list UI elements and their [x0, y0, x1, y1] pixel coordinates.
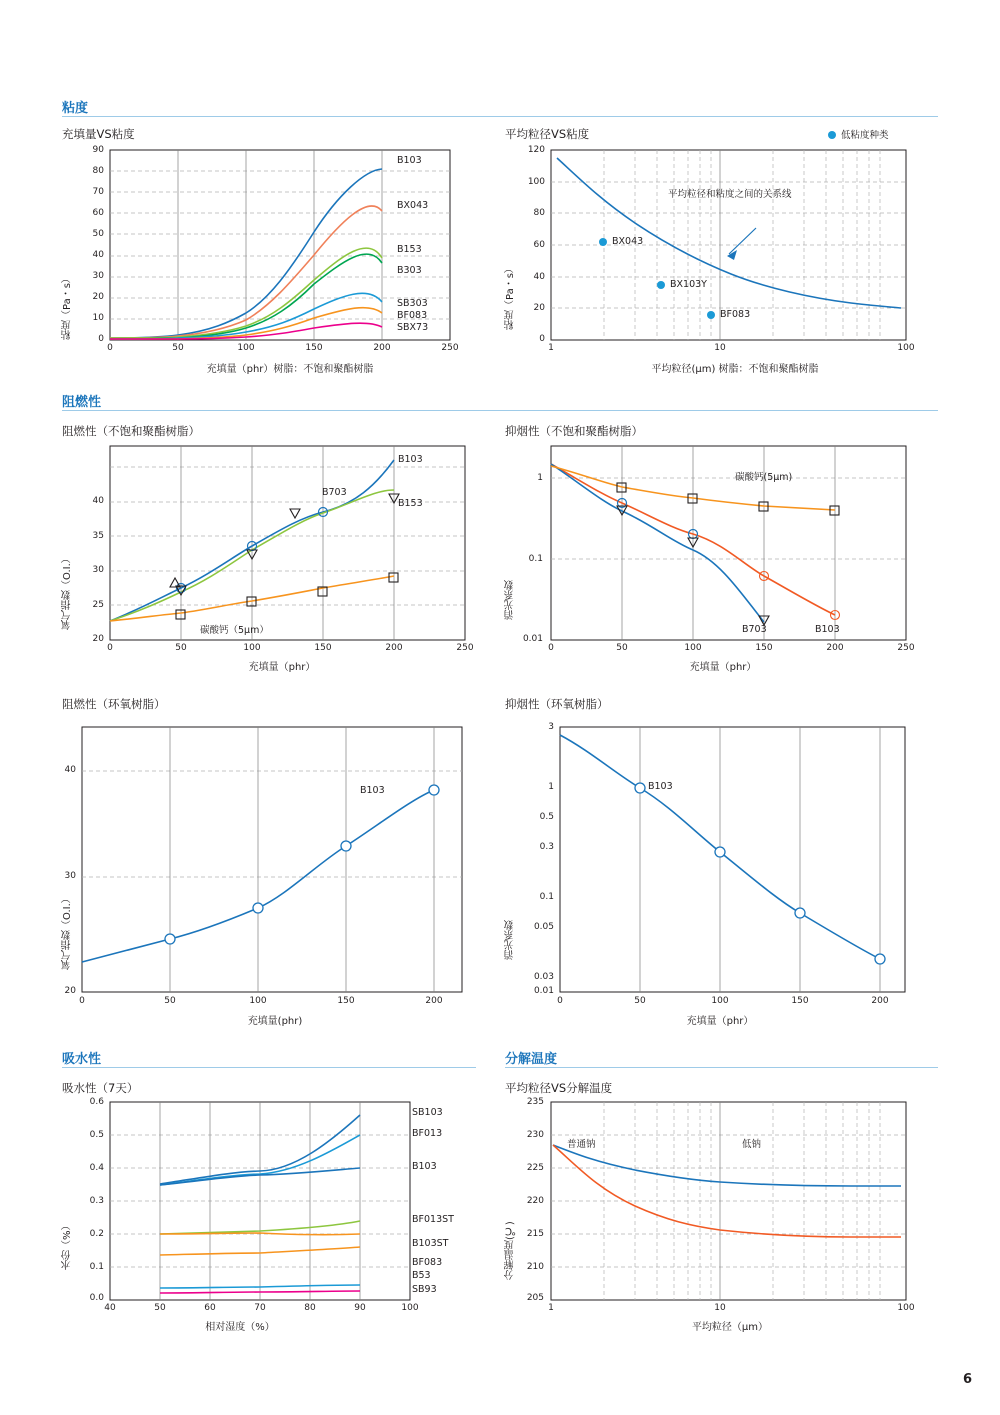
ytick: 0.3 [539, 842, 554, 852]
ytick: 40 [64, 765, 76, 775]
series-label-b703: B703 [322, 487, 347, 498]
xtick: 100 [249, 996, 267, 1006]
xlabel-smoke-epoxy: 充填量（phr） [686, 1016, 754, 1027]
legend-label-low-viscosity: 低粘度种类 [841, 130, 889, 141]
ytick: 215 [526, 1229, 544, 1239]
xtick: 250 [441, 343, 459, 353]
page-number: 6 [962, 1372, 972, 1387]
ytick: 0.05 [533, 922, 554, 932]
ytick: 10 [92, 313, 104, 323]
xtick: 1 [548, 1303, 554, 1313]
xtick: 60 [204, 1303, 216, 1313]
xtick: 150 [791, 996, 809, 1006]
plot-flame-epoxy [82, 727, 462, 992]
series-label: SB303 [397, 298, 428, 309]
chart-title-flame-polyester: 阻燃性（不饱和聚酯树脂） [62, 424, 200, 438]
xtick: 200 [373, 343, 391, 353]
ytick: 220 [526, 1196, 544, 1206]
ytick: 0.1 [89, 1262, 104, 1272]
xtick: 50 [154, 1303, 166, 1313]
chart-title-decomp: 平均粒径VS分解温度 [505, 1081, 613, 1095]
ytick: 40 [92, 496, 104, 506]
series-label: SB103 [412, 1107, 443, 1118]
xtick: 200 [385, 643, 403, 653]
ytick: 30 [64, 871, 76, 881]
xtick: 1 [548, 343, 554, 353]
plot-flame-polyester [110, 446, 465, 640]
ytick: 30 [92, 565, 104, 575]
xtick: 200 [425, 996, 443, 1006]
xtick: 250 [897, 643, 915, 653]
ylabel-smoke-epoxy: 消光系数 [505, 920, 516, 960]
xtick: 90 [354, 1303, 366, 1313]
point-label-bx103y: BX103Y [670, 279, 707, 290]
series-label: SB93 [412, 1284, 437, 1295]
chart-title-size-vs-viscosity: 平均粒径VS粘度 [505, 127, 590, 141]
ytick: 0.03 [533, 972, 554, 982]
annotation-relation-line: 平均粒径和粘度之间的关系线 [668, 189, 792, 200]
xtick: 100 [243, 643, 261, 653]
xlabel-fill-vs-viscosity: 充填量（phr）树脂：不饱和聚酯树脂 [206, 364, 374, 375]
section-title-decomp: 分解温度 [505, 1052, 558, 1067]
ytick: 25 [92, 600, 104, 610]
chart-title-smoke-polyester: 抑烟性（不饱和聚酯树脂） [505, 424, 643, 438]
xtick: 50 [634, 996, 646, 1006]
point-label-bx043: BX043 [612, 236, 644, 247]
xtick: 80 [304, 1303, 316, 1313]
ytick: 235 [526, 1097, 544, 1107]
ytick: 100 [527, 177, 545, 187]
ylabel-smoke-polyester: 消光系数 [505, 580, 516, 620]
ytick: 60 [92, 208, 104, 218]
series-label: B153 [397, 244, 422, 255]
ylabel-flame-polyester: 氧气指数（O.I.） [62, 553, 73, 630]
chart-title-water: 吸水性（7天） [62, 1081, 139, 1095]
ylabel-flame-epoxy: 氧气指数（O.I.） [62, 893, 73, 970]
ytick: 0.4 [89, 1163, 104, 1173]
xlabel-decomp: 平均粒径（μm） [691, 1322, 769, 1333]
xtick: 10 [714, 343, 726, 353]
xtick: 150 [314, 643, 332, 653]
xlabel-water: 相对湿度（%） [205, 1322, 275, 1333]
xtick: 200 [871, 996, 889, 1006]
ytick: 70 [92, 187, 104, 197]
ytick: 0.2 [89, 1229, 104, 1239]
plot-decomp [551, 1102, 906, 1300]
series-label: SBX73 [397, 322, 429, 333]
chart-title-smoke-epoxy: 抑烟性（环氧树脂） [505, 697, 609, 711]
series-label-b703: B703 [742, 624, 767, 635]
ytick: 50 [92, 229, 104, 239]
section-rule [62, 116, 938, 117]
xtick: 0 [107, 643, 113, 653]
series-label: BF013ST [412, 1214, 454, 1225]
xtick: 50 [175, 643, 187, 653]
ytick: 35 [92, 531, 104, 541]
ytick: 20 [533, 303, 545, 313]
xtick: 150 [755, 643, 773, 653]
xtick: 100 [711, 996, 729, 1006]
series-label: BF083 [397, 310, 428, 321]
chart-title-flame-epoxy: 阻燃性（环氧树脂） [62, 697, 166, 711]
ytick: 30 [92, 271, 104, 281]
xtick: 200 [826, 643, 844, 653]
series-label: BF013 [412, 1128, 443, 1139]
xtick: 0 [557, 996, 563, 1006]
series-label: B103 [397, 155, 422, 166]
xtick: 10 [714, 1303, 726, 1313]
xtick: 50 [172, 343, 184, 353]
ytick: 1 [548, 782, 554, 792]
ytick: 0 [98, 334, 104, 344]
ytick: 80 [533, 208, 545, 218]
xtick: 70 [254, 1303, 266, 1313]
series-label: B53 [412, 1270, 431, 1281]
section-title-viscosity: 粘度 [62, 101, 89, 116]
ylabel-water: 水份（%） [62, 1220, 73, 1270]
ytick: 20 [64, 986, 76, 996]
xtick: 40 [104, 1303, 116, 1313]
xtick: 150 [305, 343, 323, 353]
annotation-caco3: 碳酸钙(5μm) [735, 472, 793, 483]
xtick: 100 [897, 343, 915, 353]
annotation-low-sodium: 低钠 [742, 1139, 762, 1150]
ytick: 60 [533, 240, 545, 250]
ytick: 1 [537, 473, 543, 483]
ytick: 3 [548, 722, 554, 732]
ylabel-decomp: 分解温度(℃) [505, 1221, 516, 1280]
ytick: 20 [92, 292, 104, 302]
plot-smoke-epoxy [560, 727, 905, 992]
ytick: 0.5 [89, 1130, 104, 1140]
legend-dot-low-viscosity [828, 131, 836, 139]
series-label-b103: B103 [648, 781, 673, 792]
series-label-b103: B103 [815, 624, 840, 635]
section-rule [505, 1067, 938, 1068]
xtick: 100 [237, 343, 255, 353]
xtick: 100 [401, 1303, 419, 1313]
xtick: 100 [897, 1303, 915, 1313]
series-label-b103: B103 [398, 454, 423, 465]
ytick: 90 [92, 145, 104, 155]
ytick: 0.5 [539, 812, 554, 822]
xtick: 50 [164, 996, 176, 1006]
ytick: 0.1 [539, 892, 554, 902]
ytick: 205 [526, 1293, 544, 1303]
ytick: 0.01 [533, 986, 554, 996]
ytick: 0.3 [89, 1196, 104, 1206]
series-label: BF083 [412, 1257, 443, 1268]
xlabel-size-vs-viscosity: 平均粒径(μm) 树脂：不饱和聚酯树脂 [651, 364, 819, 375]
xlabel-smoke-polyester: 充填量（phr） [689, 662, 757, 673]
ylabel-fill-vs-viscosity: 粘度（Pa・s） [62, 273, 73, 340]
xlabel-flame-epoxy: 充填量(phr) [247, 1016, 303, 1027]
ytick: 0.1 [528, 554, 543, 564]
xtick: 0 [548, 643, 554, 653]
ytick: 20 [92, 634, 104, 644]
ytick: 0.0 [89, 1293, 104, 1303]
ytick: 120 [527, 145, 545, 155]
plot-water [110, 1102, 410, 1300]
ytick: 0.01 [522, 634, 543, 644]
ytick: 40 [533, 272, 545, 282]
section-rule [62, 1067, 476, 1068]
xtick: 50 [616, 643, 628, 653]
ytick: 230 [526, 1130, 544, 1140]
point-label-bf083: BF083 [720, 309, 751, 320]
series-label-b153: B153 [398, 498, 423, 509]
series-label-b103: B103 [360, 785, 385, 796]
ylabel-size-vs-viscosity: 粘度（Pa・s） [505, 263, 516, 330]
series-label: B103ST [412, 1238, 449, 1249]
chart-title-fill-vs-viscosity: 充填量VS粘度 [62, 127, 135, 141]
xtick: 150 [337, 996, 355, 1006]
xtick: 250 [456, 643, 474, 653]
section-title-water: 吸水性 [62, 1052, 102, 1067]
series-label: BX043 [397, 200, 429, 211]
xlabel-flame-polyester: 充填量（phr） [248, 662, 316, 673]
ytick: 225 [526, 1163, 544, 1173]
xtick: 0 [107, 343, 113, 353]
ytick: 80 [92, 166, 104, 176]
ytick: 0 [539, 334, 545, 344]
ytick: 210 [526, 1262, 544, 1272]
annotation-caco3: 碳酸钙（5μm） [200, 625, 269, 636]
section-title-flame: 阻燃性 [62, 395, 102, 410]
xtick: 100 [684, 643, 702, 653]
annotation-normal-sodium: 普通钠 [567, 1139, 596, 1150]
section-rule [62, 410, 938, 411]
xtick: 0 [79, 996, 85, 1006]
ytick: 40 [92, 250, 104, 260]
plot-smoke-polyester [551, 446, 906, 640]
ytick: 0.6 [89, 1097, 104, 1107]
series-label: B103 [412, 1161, 437, 1172]
series-label: B303 [397, 265, 422, 276]
